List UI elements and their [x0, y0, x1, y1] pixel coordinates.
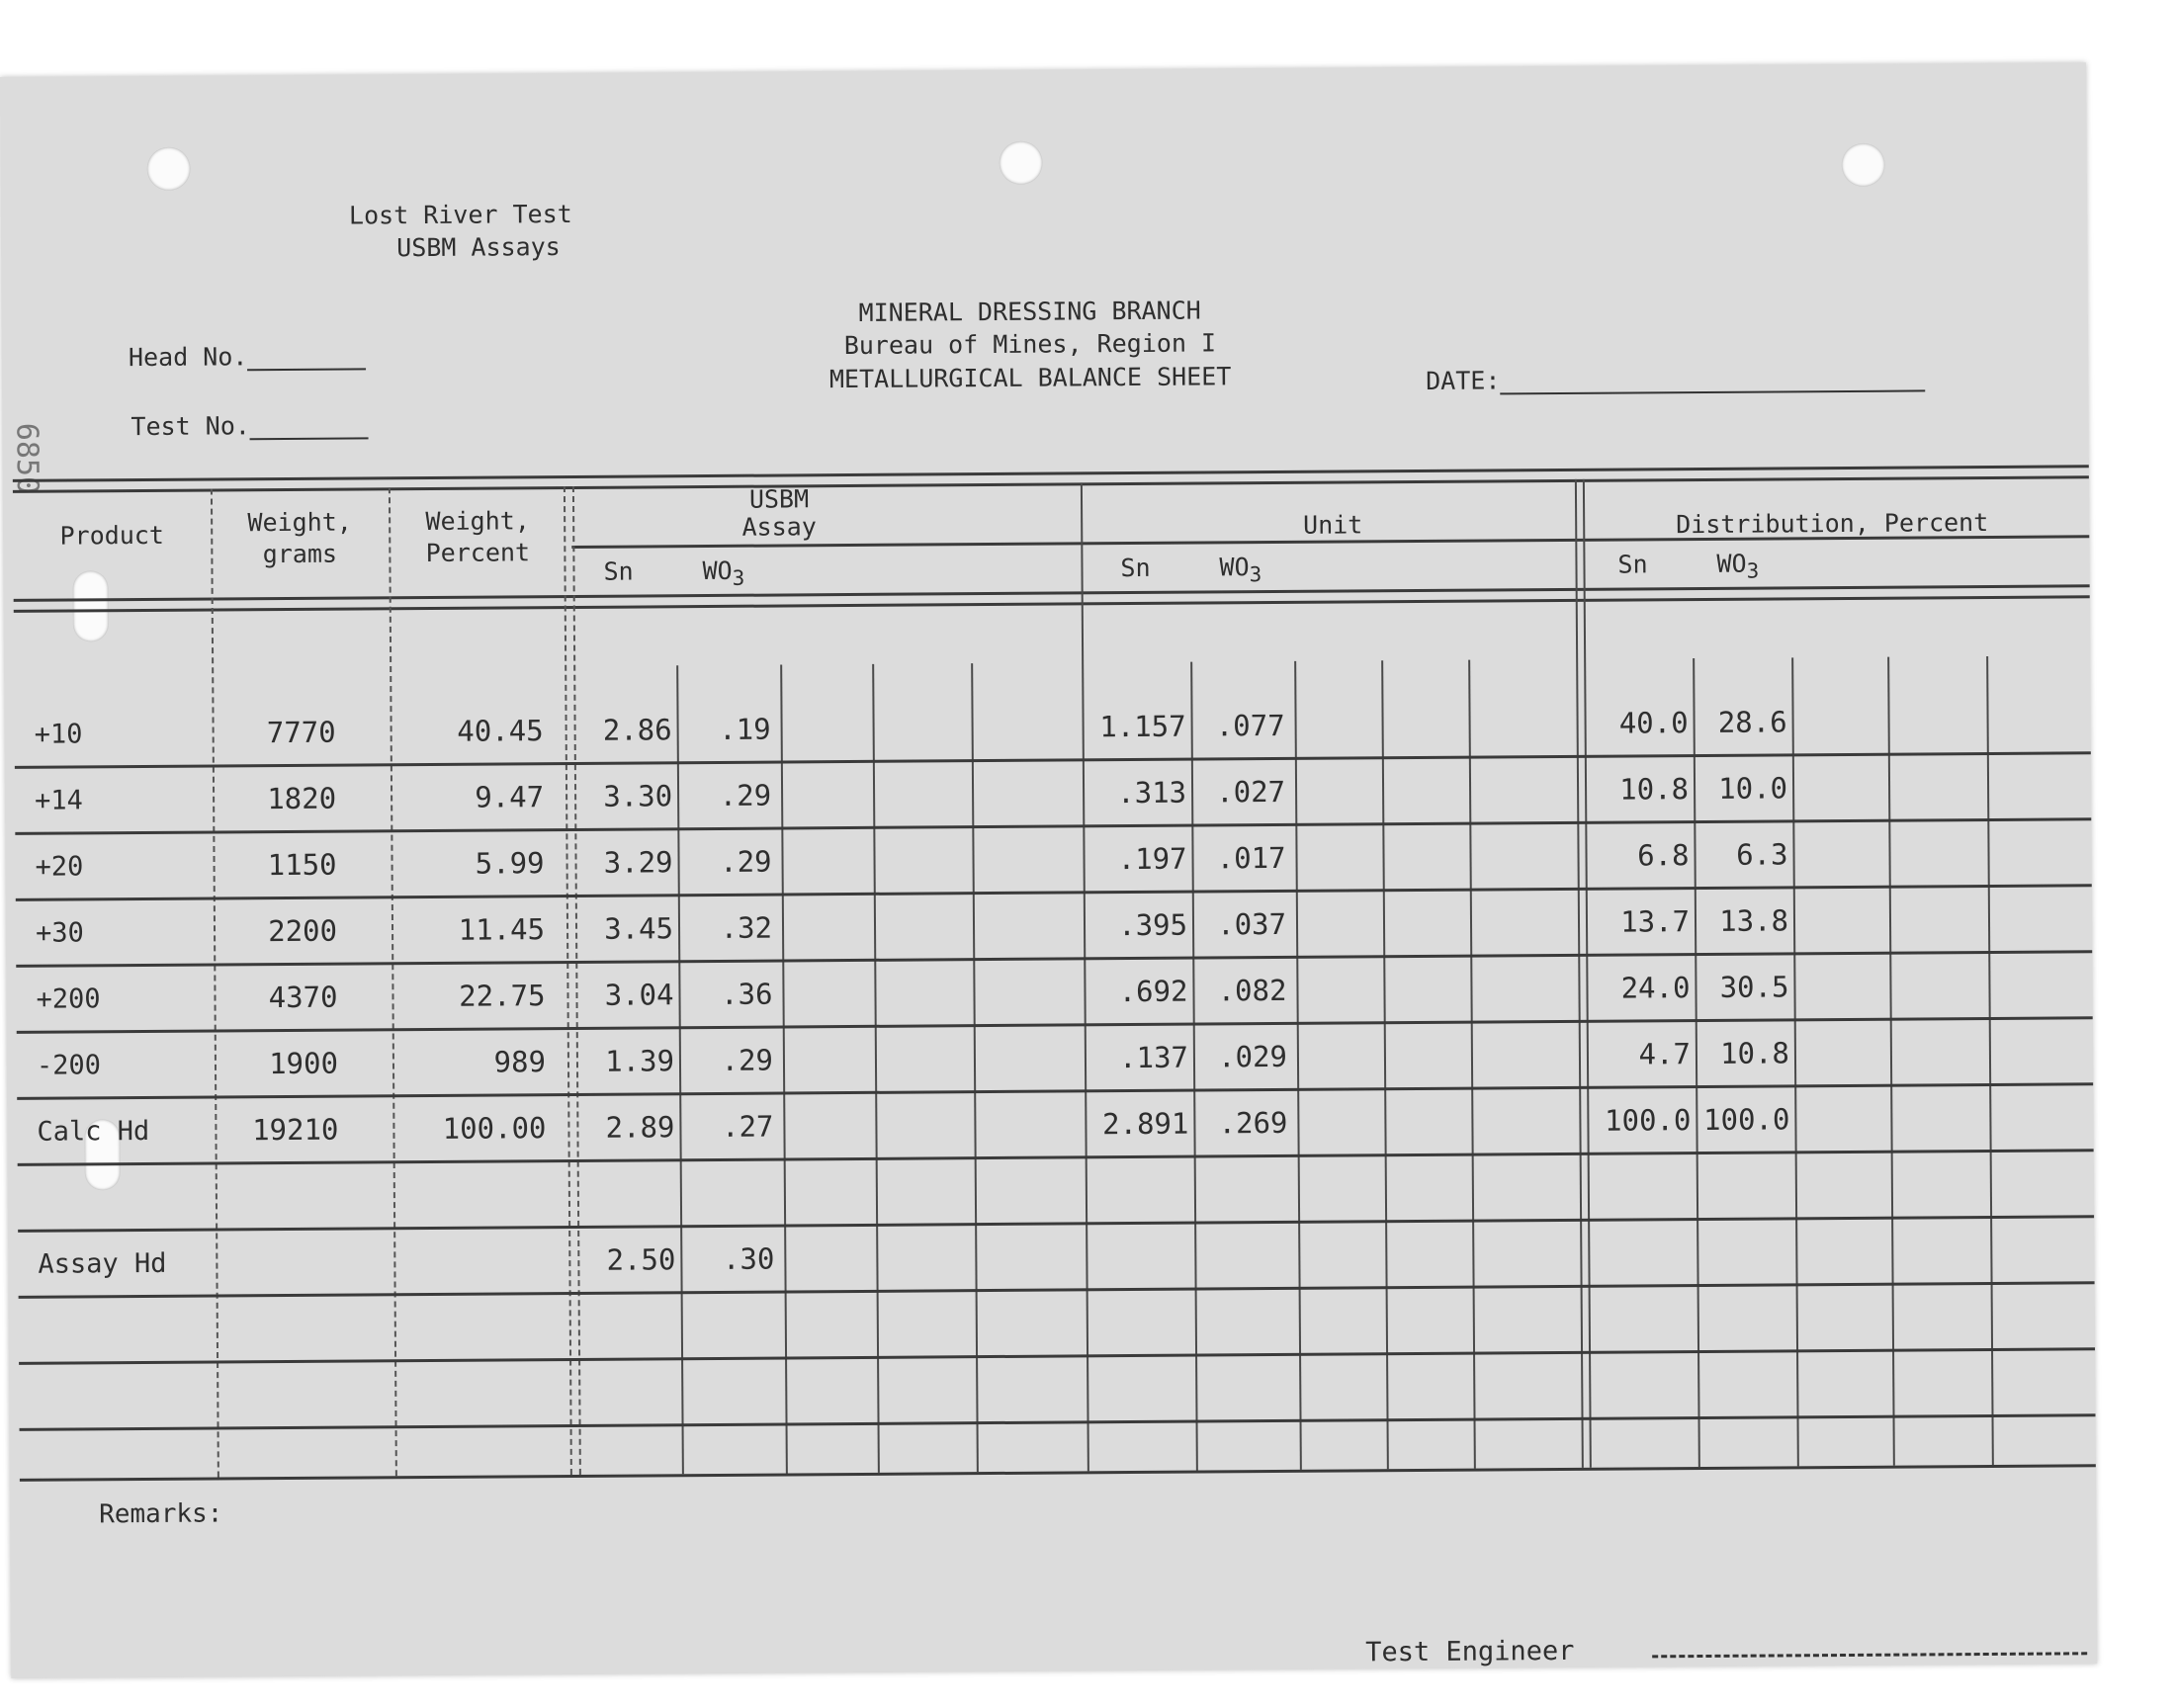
- cell-assay-sn: 2.86: [602, 713, 672, 747]
- divider-before-dist-1: [1575, 479, 1584, 1468]
- cell-percent: 100.00: [442, 1111, 547, 1146]
- cell-unit-sn: .137: [1118, 1040, 1189, 1075]
- col-header-product: Product: [59, 520, 165, 551]
- col-header-unit: Unit: [1302, 510, 1363, 540]
- cell-grams: 2200: [268, 913, 338, 949]
- cell-unit-wo3: .027: [1216, 774, 1286, 810]
- note-line-1: Lost River Test: [348, 199, 572, 230]
- cell-grams: 1900: [269, 1046, 339, 1081]
- unit-col-div-3: [1381, 660, 1389, 1469]
- col-header-percent-1: Weight,: [425, 506, 530, 537]
- dist-col-div-3: [1887, 657, 1895, 1466]
- col-header-percent-2: Percent: [425, 538, 531, 568]
- head-no-label: Head No.: [128, 342, 248, 373]
- row-rule: [16, 884, 2092, 901]
- cell-grams: 7770: [266, 715, 336, 750]
- cell-percent: 989: [493, 1045, 547, 1079]
- cell-assay-sn: 3.30: [603, 779, 673, 813]
- cell-assay-wo3: .30: [722, 1241, 775, 1276]
- cell-grams: 19210: [252, 1112, 339, 1148]
- cell-dist-wo3: 28.6: [1717, 705, 1787, 739]
- table-row: [0, 62, 2086, 77]
- cell-product: -200: [36, 1050, 102, 1081]
- row-rule: [17, 1016, 2093, 1034]
- cell-percent: 11.45: [458, 912, 546, 947]
- date-label: DATE:: [1426, 366, 1501, 395]
- assay-sn-header: Sn: [603, 556, 634, 586]
- cell-percent: 22.75: [459, 979, 546, 1013]
- table-row: [0, 62, 2086, 77]
- cell-dist-wo3: 10.8: [1719, 1036, 1790, 1070]
- cell-dist-sn: 40.0: [1618, 706, 1689, 740]
- binder-slot-upper: [72, 570, 109, 641]
- dist-wo3-text: WO: [1716, 549, 1747, 578]
- cell-unit-wo3: .029: [1217, 1039, 1288, 1074]
- assay-col-div-4: [971, 663, 979, 1472]
- unit-wo3-header: [1219, 553, 1262, 586]
- assay-col-div-2: [780, 664, 788, 1473]
- cell-unit-sn: .692: [1118, 974, 1188, 1009]
- remarks-label: Remarks:: [99, 1498, 223, 1530]
- engineer-signature-line: [1652, 1652, 2087, 1658]
- punch-hole-center: [999, 141, 1042, 185]
- cell-assay-wo3: .36: [720, 977, 773, 1011]
- cell-assay-sn: 2.50: [606, 1242, 676, 1277]
- cell-product: +20: [35, 851, 84, 883]
- cell-unit-sn: 1.157: [1099, 709, 1186, 744]
- cell-unit-wo3: .269: [1218, 1105, 1288, 1141]
- punch-hole-left: [146, 147, 190, 191]
- cell-unit-wo3: .077: [1215, 708, 1285, 743]
- cell-product: Calc Hd: [37, 1115, 150, 1148]
- dist-sn-header: Sn: [1617, 550, 1648, 579]
- table-row: [0, 62, 2086, 77]
- date-field: [1426, 363, 1925, 395]
- cell-dist-wo3: 6.3: [1736, 837, 1788, 872]
- dist-wo3-sub: 3: [1746, 558, 1760, 583]
- unit-wo3-text: WO: [1219, 553, 1250, 582]
- row-rule: [17, 1082, 2093, 1100]
- row-rule: [20, 1464, 2096, 1482]
- head-no-field: [129, 341, 367, 372]
- row-rule: [16, 950, 2092, 968]
- cell-product: Assay Hd: [38, 1247, 167, 1280]
- cell-assay-wo3: .32: [720, 910, 773, 945]
- row-rule: [20, 1413, 2096, 1431]
- cell-dist-sn: 4.7: [1638, 1037, 1692, 1071]
- cell-assay-sn: 1.39: [605, 1044, 675, 1078]
- punch-hole-right: [1842, 143, 1885, 187]
- cell-dist-sn: 24.0: [1620, 971, 1691, 1005]
- cell-unit-sn: .197: [1117, 841, 1187, 877]
- cell-unit-sn: 2.891: [1101, 1106, 1189, 1142]
- cell-dist-wo3: 30.5: [1719, 970, 1789, 1004]
- cell-dist-wo3: 13.8: [1719, 903, 1789, 938]
- col-header-grams-2: grams: [262, 539, 338, 569]
- dist-wo3-header: [1716, 550, 1759, 583]
- col-header-assay-2: Assay: [741, 512, 817, 542]
- cell-unit-wo3: .082: [1217, 973, 1287, 1008]
- cell-unit-wo3: .017: [1216, 840, 1286, 876]
- col-header-assay-1: USBM: [748, 484, 810, 514]
- note-line-2: USBM Assays: [396, 232, 561, 263]
- test-no-field: [130, 410, 369, 441]
- row-rule: [15, 817, 2091, 835]
- cell-dist-sn: 100.0: [1604, 1103, 1692, 1138]
- cell-grams: 1150: [267, 847, 337, 883]
- branch-title: MINERAL DRESSING BRANCH: [858, 296, 1201, 327]
- cell-percent: 40.45: [457, 714, 544, 748]
- cell-product: +30: [35, 917, 84, 949]
- cell-assay-wo3: .19: [719, 712, 771, 746]
- cell-assay-wo3: .29: [719, 778, 772, 812]
- cell-dist-sn: 6.8: [1637, 838, 1690, 873]
- cell-unit-wo3: .037: [1217, 906, 1287, 942]
- cell-dist-wo3: 10.0: [1718, 771, 1788, 806]
- unit-col-div-2: [1294, 661, 1302, 1470]
- assay-col-div-3: [872, 664, 880, 1473]
- test-no-blank: [250, 437, 369, 440]
- cell-assay-wo3: .27: [721, 1109, 774, 1144]
- cell-dist-wo3: 100.0: [1702, 1102, 1790, 1137]
- cell-grams: 4370: [268, 980, 338, 1015]
- assay-wo3-header: [702, 556, 744, 590]
- dist-col-div-4: [1986, 656, 1994, 1465]
- cell-assay-wo3: .29: [720, 844, 772, 879]
- cell-percent: 9.47: [475, 780, 545, 814]
- bureau-subtitle: Bureau of Mines, Region I: [843, 328, 1217, 361]
- date-blank: [1501, 389, 1926, 394]
- divider-before-assay-1: [564, 486, 572, 1475]
- cell-product: +200: [36, 983, 101, 1015]
- cell-product: +14: [35, 785, 84, 816]
- cell-unit-sn: .395: [1118, 907, 1188, 943]
- cell-assay-sn: 2.89: [605, 1110, 675, 1145]
- unit-sn-header: Sn: [1120, 553, 1151, 583]
- assay-wo3-sub: 3: [732, 565, 745, 590]
- unit-col-div-4: [1468, 660, 1476, 1469]
- cell-assay-sn: 3.04: [604, 978, 674, 1012]
- unit-wo3-sub: 3: [1249, 562, 1262, 587]
- row-rule: [15, 751, 2091, 769]
- cell-product: +10: [34, 719, 83, 750]
- cell-assay-wo3: .29: [721, 1043, 774, 1077]
- dist-col-div-2: [1791, 657, 1799, 1466]
- row-rule: [18, 1149, 2094, 1166]
- col-header-grams-1: Weight,: [247, 507, 352, 538]
- balance-sheet-paper: [0, 62, 2097, 1678]
- test-engineer-label: Test Engineer: [1365, 1635, 1575, 1668]
- assay-wo3-text: WO: [702, 555, 733, 586]
- cell-assay-sn: 3.45: [604, 911, 674, 946]
- sheet-title: METALLURGICAL BALANCE SHEET: [828, 362, 1232, 394]
- row-rule: [19, 1347, 2095, 1365]
- margin-number: 6850: [9, 422, 44, 495]
- table-row: [0, 62, 2086, 77]
- col-header-distribution: Distribution, Percent: [1676, 507, 1989, 540]
- row-rule: [19, 1281, 2095, 1299]
- cell-dist-sn: 10.8: [1619, 772, 1690, 807]
- cell-unit-sn: .313: [1117, 775, 1187, 811]
- head-no-blank: [247, 368, 366, 371]
- cell-grams: 1820: [267, 781, 337, 816]
- cell-assay-sn: 3.29: [603, 845, 673, 880]
- cell-percent: 5.99: [475, 846, 545, 881]
- cell-dist-sn: 13.7: [1620, 904, 1691, 939]
- test-no-label: Test No.: [130, 411, 250, 442]
- row-rule: [18, 1215, 2094, 1233]
